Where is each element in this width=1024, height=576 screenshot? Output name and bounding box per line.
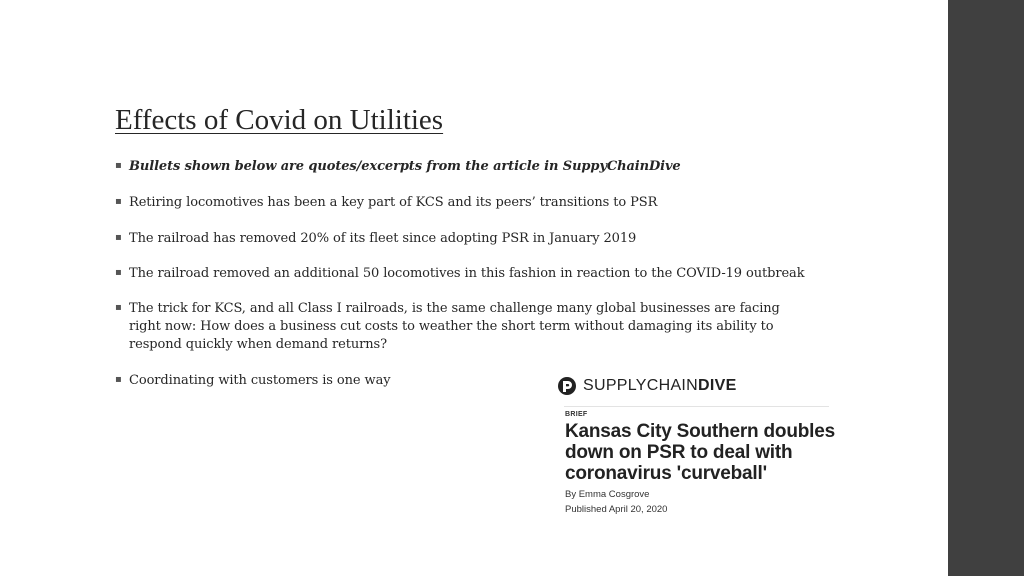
article-published-date: Published April 20, 2020 [565, 504, 668, 515]
article-byline: By Emma Cosgrove [565, 489, 650, 500]
bullet-marker-icon: ▪ [115, 267, 122, 278]
bullet-list [115, 157, 815, 389]
bullet-item [115, 264, 815, 282]
brand-logo [557, 374, 847, 398]
bullet-text: The railroad has removed 20% of its fleet since adopting PSR in January 2019 [129, 231, 637, 246]
brand-name-light: SUPPLYCHAIN [583, 377, 699, 394]
bullet-item [115, 193, 815, 211]
bullet-text: Coordinating with customers is one way [129, 373, 391, 388]
side-bar [948, 0, 1024, 576]
bullet-marker-icon: ▪ [115, 374, 122, 385]
bullet-marker-icon: ▪ [115, 302, 122, 313]
slide-title: Effects of Covid on Utilities [115, 104, 444, 136]
article-screenshot [557, 374, 847, 515]
bullet-text: Bullets shown below are quotes/excerpts from the article in SuppyChainDive [129, 159, 681, 174]
bullet-marker-icon: ▪ [115, 196, 122, 207]
bullet-text: The trick for KCS, and all Class I railroads, is the same challenge many global businesses are facing right now: How does a business cut costs to weather the short term without damaging its ability to respond quickly when demand returns? [129, 301, 780, 352]
article-label: BRIEF [565, 411, 588, 418]
bullet-item [115, 299, 815, 353]
bullet-item [115, 229, 815, 247]
divider [564, 406, 829, 407]
bullet-text: Retiring locomotives has been a key part of KCS and its peers’ transitions to PSR [129, 195, 658, 210]
bullet-marker-icon: ▪ [115, 232, 122, 243]
article-headline: Kansas City Southern doubles down on PSR to deal with coronavirus 'curveball' [565, 421, 835, 484]
bullet-item [115, 157, 815, 175]
bullet-text: The railroad removed an additional 50 locomotives in this fashion in reaction to the COVID-19 outbreak [129, 266, 805, 281]
supplychaindive-logo-icon [557, 376, 577, 396]
bullet-marker-icon: ▪ [115, 160, 122, 171]
brand-name-bold: DIVE [698, 377, 737, 394]
